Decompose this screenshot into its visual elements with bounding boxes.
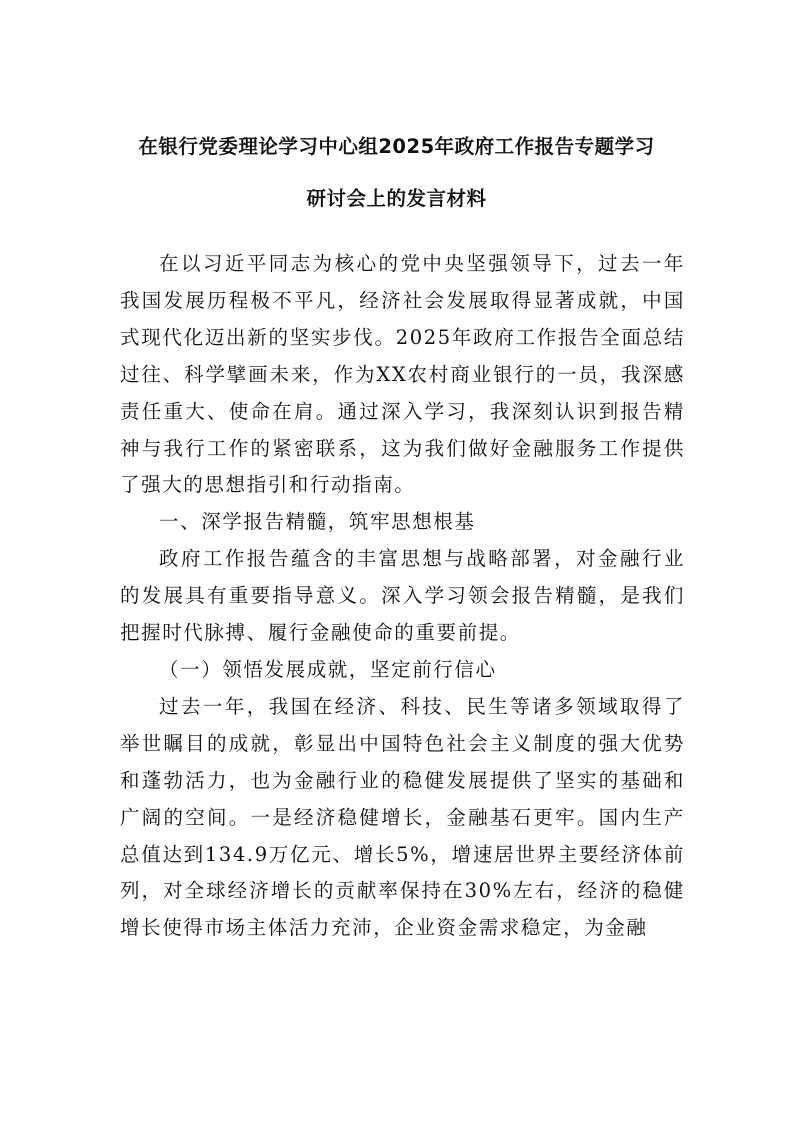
subsection-heading-1: （一）领悟发展成就，坚定前行信心 bbox=[159, 657, 497, 681]
paragraph-subsection-1: 过去一年，我国在经济、科技、民生等诸多领域取得了举世瞩目的成就，彰显出中国特色社会主义制度的强大优势和蓬勃活力，也为金融行业的稳健发展提供了坚实的基础和广阔的空间。一是经济稳健增长，金融基石更牢。国内生产总值达到134.9万亿元、增长5%，增速居世界主要经济体前列，对全球经济增长的贡献率保持在30%左右，经济的稳健增长使得市场主体活力充沛，企业资金需求稳定，为金融 bbox=[120, 694, 685, 940]
document-body bbox=[120, 246, 685, 947]
paragraph-intro: 在以习近平同志为核心的党中央坚强领导下，过去一年我国发展历程极不平凡，经济社会发展取得显著成就，中国式现代化迈出新的坚实步伐。2025年政府工作报告全面总结过往、科学擘画未来，作为XX农村商业银行的一员，我深感责任重大、使命在肩。通过深入学习，我深刻认识到报告精神与我行工作的紧密联系，这为我们做好金融服务工作提供了强大的思想指引和行动指南。 bbox=[120, 252, 685, 497]
section-heading-1: 一、深学报告精髓，筑牢思想根基 bbox=[159, 510, 476, 534]
paragraph-section-1: 政府工作报告蕴含的丰富思想与战略部署，对金融行业的发展具有重要指导意义。深入学习领会报告精髓，是我们把握时代脉搏、履行金融使命的重要前提。 bbox=[120, 547, 685, 645]
document-title-line-2: 研讨会上的发言材料 bbox=[306, 187, 487, 210]
document-title-line-1: 在银行党委理论学习中心组2025年政府工作报告专题学习 bbox=[138, 135, 655, 158]
